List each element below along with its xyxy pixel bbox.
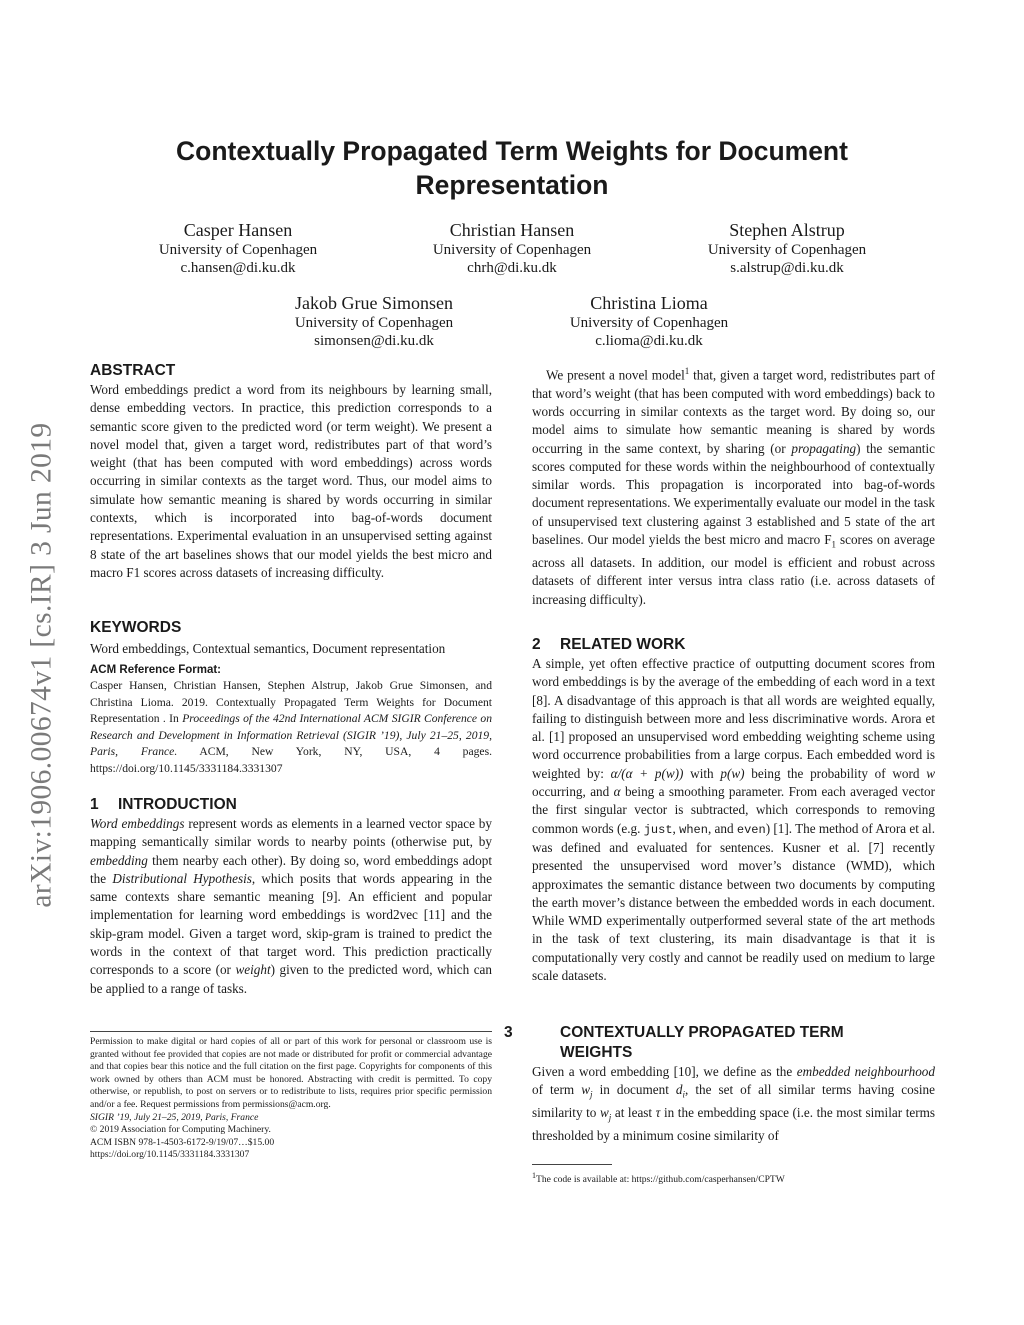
footnote-divider: [532, 1164, 612, 1165]
keywords-text: Word embeddings, Contextual semantics, Document representation: [90, 641, 446, 656]
acm-reference: [90, 663, 492, 778]
conference-line: SIGIR ’19, July 21–25, 2019, Paris, France: [90, 1111, 259, 1123]
author-affiliation: University of Copenhagen: [294, 315, 454, 331]
author-email[interactable]: simonsen@di.ku.dk: [314, 333, 434, 349]
author-email[interactable]: c.lioma@di.ku.dk: [595, 333, 703, 349]
ctpw-heading: 3 CONTEXTUALLY PROPAGATED TERM WEIGHTS: [504, 1024, 844, 1061]
author-name: Christian Hansen: [449, 220, 575, 240]
arxiv-stamp: arXiv:1906.00674v1 [cs.IR] 3 Jun 2019: [25, 422, 58, 908]
keywords-heading: KEYWORDS: [90, 619, 182, 636]
author-block: [108, 219, 368, 277]
paper-title: [130, 134, 894, 202]
code-footnote: [532, 1170, 935, 1187]
introduction-heading: 1 INTRODUCTION: [90, 796, 237, 813]
footnote-divider: [90, 1031, 492, 1032]
copyright-line: © 2019 Association for Computing Machinery.: [90, 1124, 271, 1136]
permission-footnote: [90, 1036, 492, 1162]
introduction-section: [90, 795, 492, 998]
acm-reference-text: [90, 678, 492, 778]
author-email[interactable]: chrh@di.ku.dk: [467, 260, 557, 276]
ctpw-text: Given a word embedding [10], we define as the embedded neighbourhood of term $w_j$ in document $d_i$, the set of all similar terms having cosine similarity to $w_j$ at least τ in the embedding space (i.e. the most similar terms thresholded by a minimum cosine similarity of: [532, 1064, 935, 1144]
title-line-1: Contextually Propagated Term Weights for Document: [176, 136, 848, 166]
author-affiliation: University of Copenhagen: [569, 315, 729, 331]
author-affiliation: University of Copenhagen: [707, 242, 867, 258]
author-email[interactable]: s.alstrup@di.ku.dk: [730, 260, 844, 276]
abstract-heading: ABSTRACT: [90, 362, 176, 379]
related-work-heading: 2 RELATED WORK: [532, 636, 686, 653]
related-work-text: A simple, yet often effective practice of outputting document scores from word embeddings is by the average of the embedding of each word in a text [8]. A disadvantage of this approach is that all words are weighted equally, failing to distinguish between more and less discriminative words. Arora et al. [1] proposed an unsupervised word embedding weighting scheme using word occurrence probabilities from a large corpus. Each embedded word is weighted by: α/(α + p(w)) with p(w) being the probability of word w occurring, and α being a smoothing parameter. From each averaged vector the first singular vector is subtracted, which corresponds to removing common words (e.g. just, when, and even) [1]. The method of Arora et al. was defined and evaluated for sentences. Kusner et al. [7] recently presented the unsupervised word mover’s distance (WMD), which approximates the semantic distance between two documents by computing the earth mover’s distance between the embedded words in each document. While WMD experimentally outperformed several state of the art methods in the task of text clustering, its main disadvantage is that it is computationally very costly and cannot be readily used on medium to large scale datasets.: [532, 656, 935, 984]
intro-continued: [532, 362, 935, 609]
acm-reference-heading: ACM Reference Format:: [90, 664, 221, 676]
author-name: Casper Hansen: [183, 220, 293, 240]
acm-venue: Proceedings of the 42nd International ACM SIGIR Conference on Research and Development in Information Retrieval (SIGIR ’19), July 21–25, 2019, Paris, France.: [90, 712, 492, 759]
author-block: [244, 292, 504, 350]
author-name: Jakob Grue Simonsen: [295, 293, 453, 313]
acm-publisher: ACM, New York, NY, USA, 4 pages. https://doi.org/10.1145/3331184.3331307: [90, 745, 492, 775]
keywords-section: [90, 618, 492, 658]
doi-line[interactable]: https://doi.org/10.1145/3331184.3331307: [90, 1149, 250, 1161]
title-line-2: Representation: [415, 170, 609, 200]
ctpw-section: [504, 1023, 935, 1145]
intro-continued-text: We present a novel model$^1$ that, given a target word, redistributes part of that word’s weight (that has been computed with word embeddings) back to words occurring in similar contexts as the target word. By doing so, our model aims to simulate how semantic meaning is shared by words occurring in the same context, by sharing (or propagating) the semantic scores computed for these words within the neighbourhood of contextually similar words. This propagation is incorporated into bag-of-words document representations. We experimentally evaluate our model in the task of unsupervised text clustering against 3 established and 5 state of the art baselines. Our model yields the best micro and macro $F_1$ scores on average across all datasets. In addition, our model is efficient and robust across datasets of different inter versus intra class ratio (i.e. across datasets of increasing difficulty).: [532, 366, 935, 607]
author-email[interactable]: c.hansen@di.ku.dk: [180, 260, 296, 276]
abstract-text: Word embeddings predict a word from its neighbours by learning small, dense embedding vectors. In practice, this prediction corresponds to a semantic score given to the predicted word (or term weight). We present a novel model that, given a target word, redistributes part of that word’s weight (that has been computed with word embeddings) across words occurring in similar contexts as the target word. Thus, our model aims to simulate how semantic meaning is shared by words occurring in similar contexts, which is incorporated into bag-of-words document representations. Experimental evaluation in an unsupervised setting against 8 state of the art baselines shows that our model yields the best micro and macro F1 scores across datasets of increasing difficulty.: [90, 382, 492, 580]
author-affiliation: University of Copenhagen: [432, 242, 592, 258]
code-footnote-text: $^1$The code is available at: https://github.com/casperhansen/CPTW: [532, 1171, 785, 1186]
author-name: Christina Lioma: [590, 293, 708, 313]
acm-authors: Casper Hansen, Christian Hansen, Stephen Alstrup, Jakob Grue Simonsen, and Christina Lioma. 2019. Contextually Propagated Term Weights for Document Representation . In: [90, 679, 492, 726]
author-affiliation: University of Copenhagen: [158, 242, 318, 258]
author-block: [382, 219, 642, 277]
abstract-section: [90, 361, 492, 582]
author-name: Stephen Alstrup: [729, 220, 845, 240]
author-block: [519, 292, 779, 350]
author-block: [657, 219, 917, 277]
related-work-section: [532, 635, 935, 985]
isbn-line: ACM ISBN 978-1-4503-6172-9/19/07…$15.00: [90, 1136, 275, 1148]
introduction-text: Word embeddings represent words as elements in a learned vector space by mapping semantically similar words to nearby points (otherwise put, by embedding them nearby each other). By doing so, word embeddings adopt the Distributional Hypothesis, which posits that words appearing in the same contexts share semantic meaning [9]. An efficient and popular implementation for learning word embeddings is word2vec [11] and the skip-gram model. Given a target word, skip-gram is trained to predict the words in the context of that target word. This prediction practically corresponds to a score (or weight) given to the predicted word, which can be applied to a range of tasks.: [90, 816, 493, 996]
permission-text: Permission to make digital or hard copies of all or part of this work for personal or classroom use is granted without fee provided that copies are not made or distributed for profit or commercial advantage and that copies bear this notice and the full citation on the first page. Copyrights for components of this work owned by others than ACM must be honored. Abstracting with credit is permitted. To copy otherwise, or republish, to post on servers or to redistribute to lists, requires prior specific permission and/or a fee. Request permissions from permissions@acm.org.: [90, 1036, 492, 1110]
